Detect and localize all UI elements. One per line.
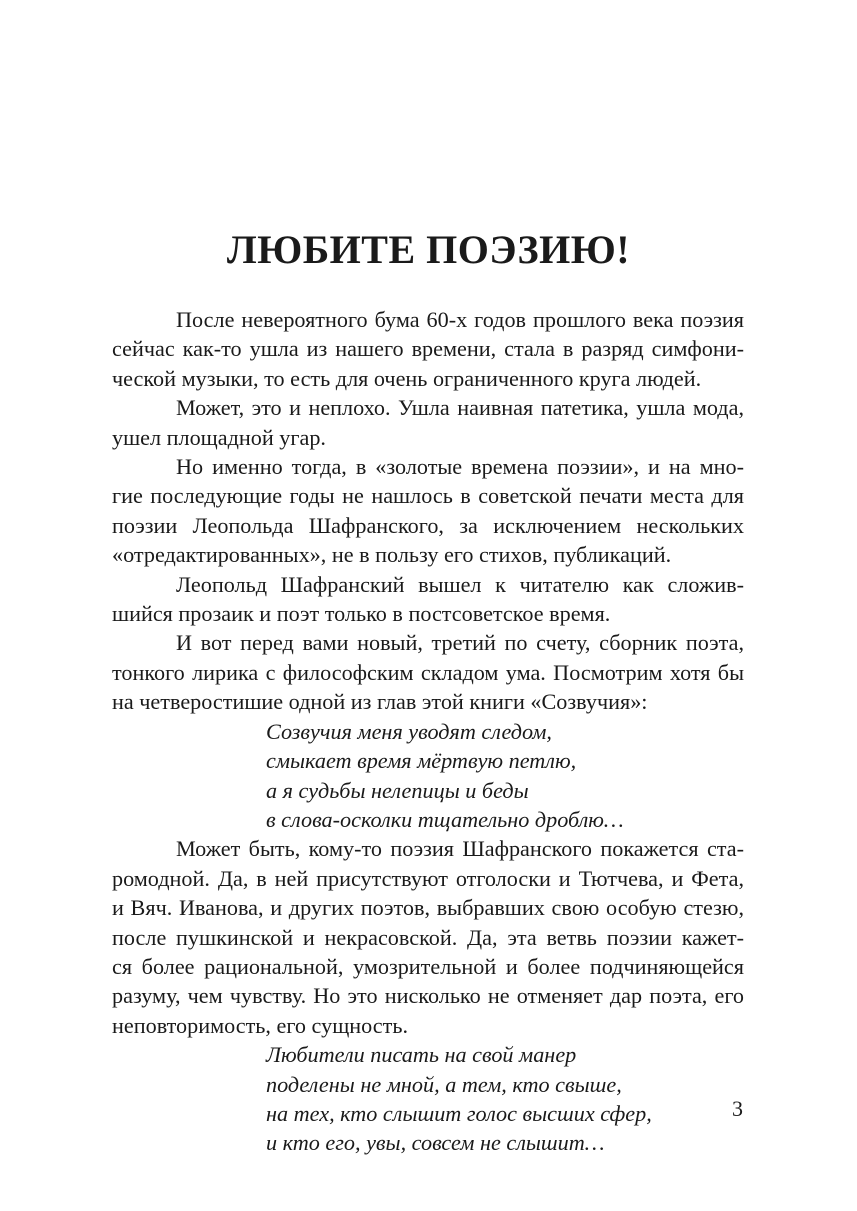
paragraph bbox=[112, 834, 744, 1040]
paragraph bbox=[112, 570, 744, 629]
verse-line: на тех, кто слышит голос высших сфер, bbox=[266, 1100, 652, 1126]
text-line: поэзии Леопольда Шафранского, за исключением нескольких bbox=[112, 512, 744, 538]
verse-line: смыкает время мёртвую петлю, bbox=[266, 748, 577, 774]
text-line: Может, это и неплохо. Ушла наивная патетика, ушла мода, bbox=[176, 395, 744, 421]
verse-quote bbox=[112, 1040, 744, 1158]
page-title: ЛЮБИТЕ ПОЭЗИЮ! bbox=[226, 227, 631, 272]
text-line: ческой музыки, то есть для очень ограниченного круга людей. bbox=[112, 365, 702, 391]
text-line: тонкого лирика с философским складом ума. Посмотрим хотя бы bbox=[112, 659, 744, 685]
text-line: разуму, чем чувству. Но это нисколько не отменяет дар поэта, его bbox=[112, 983, 744, 1009]
text-line: Но именно тогда, в «золотые времена поэзии», и на мно- bbox=[176, 454, 744, 480]
text-line: шийся прозаик и поэт только в постсоветское время. bbox=[112, 601, 611, 627]
verse-line: и кто его, увы, совсем не слышит… bbox=[266, 1130, 605, 1156]
text-line: И вот перед вами новый, третий по счету, сборник поэта, bbox=[176, 630, 744, 656]
verse-line: Любители писать на свой манер bbox=[266, 1042, 577, 1068]
text-line: Может быть, кому-то поэзия Шафранского покажется ста- bbox=[176, 836, 744, 862]
paragraph bbox=[112, 393, 744, 452]
text-line: гие последующие годы не нашлось в советской печати места для bbox=[112, 483, 744, 509]
verse-line: в слова-осколки тщательно дроблю… bbox=[266, 806, 624, 832]
verse-line: поделены не мной, а тем, кто свыше, bbox=[266, 1071, 622, 1097]
verse-line: Созвучия меня уводят следом, bbox=[266, 718, 552, 744]
text-line: и Вяч. Иванова, и других поэтов, выбравших свою особую стезю, bbox=[112, 895, 744, 921]
text-line: на четверостишие одной из глав этой книги «Созвучия»: bbox=[112, 689, 648, 715]
paragraph bbox=[112, 628, 744, 716]
paragraph bbox=[112, 305, 744, 393]
text-line: После невероятного бума 60-х годов прошлого века поэзия bbox=[176, 307, 744, 332]
text-line: ромодной. Да, в ней присутствуют отголоски и Тютчева, и Фета, bbox=[112, 865, 744, 891]
text-line: Леопольд Шафранский вышел к читателю как сложив- bbox=[176, 571, 744, 597]
body-text bbox=[112, 305, 744, 1158]
paragraph bbox=[112, 452, 744, 570]
text-line: ушел площадной угар. bbox=[112, 424, 326, 450]
text-line: ся более рациональной, умозрительной и более подчиняющейся bbox=[112, 953, 744, 979]
text-line: сейчас как-то ушла из нашего времени, стала в разряд симфони- bbox=[112, 336, 744, 362]
text-line: «отредактированных», не в пользу его стихов, публикаций. bbox=[112, 542, 672, 568]
text-line: после пушкинской и некрасовской. Да, эта ветвь поэзии кажет- bbox=[112, 924, 744, 950]
page-number: 3 bbox=[732, 1096, 743, 1121]
text-line: неповторимость, его сущность. bbox=[112, 1012, 409, 1038]
verse-line: а я судьбы нелепицы и беды bbox=[266, 777, 529, 803]
verse-quote bbox=[112, 717, 744, 835]
